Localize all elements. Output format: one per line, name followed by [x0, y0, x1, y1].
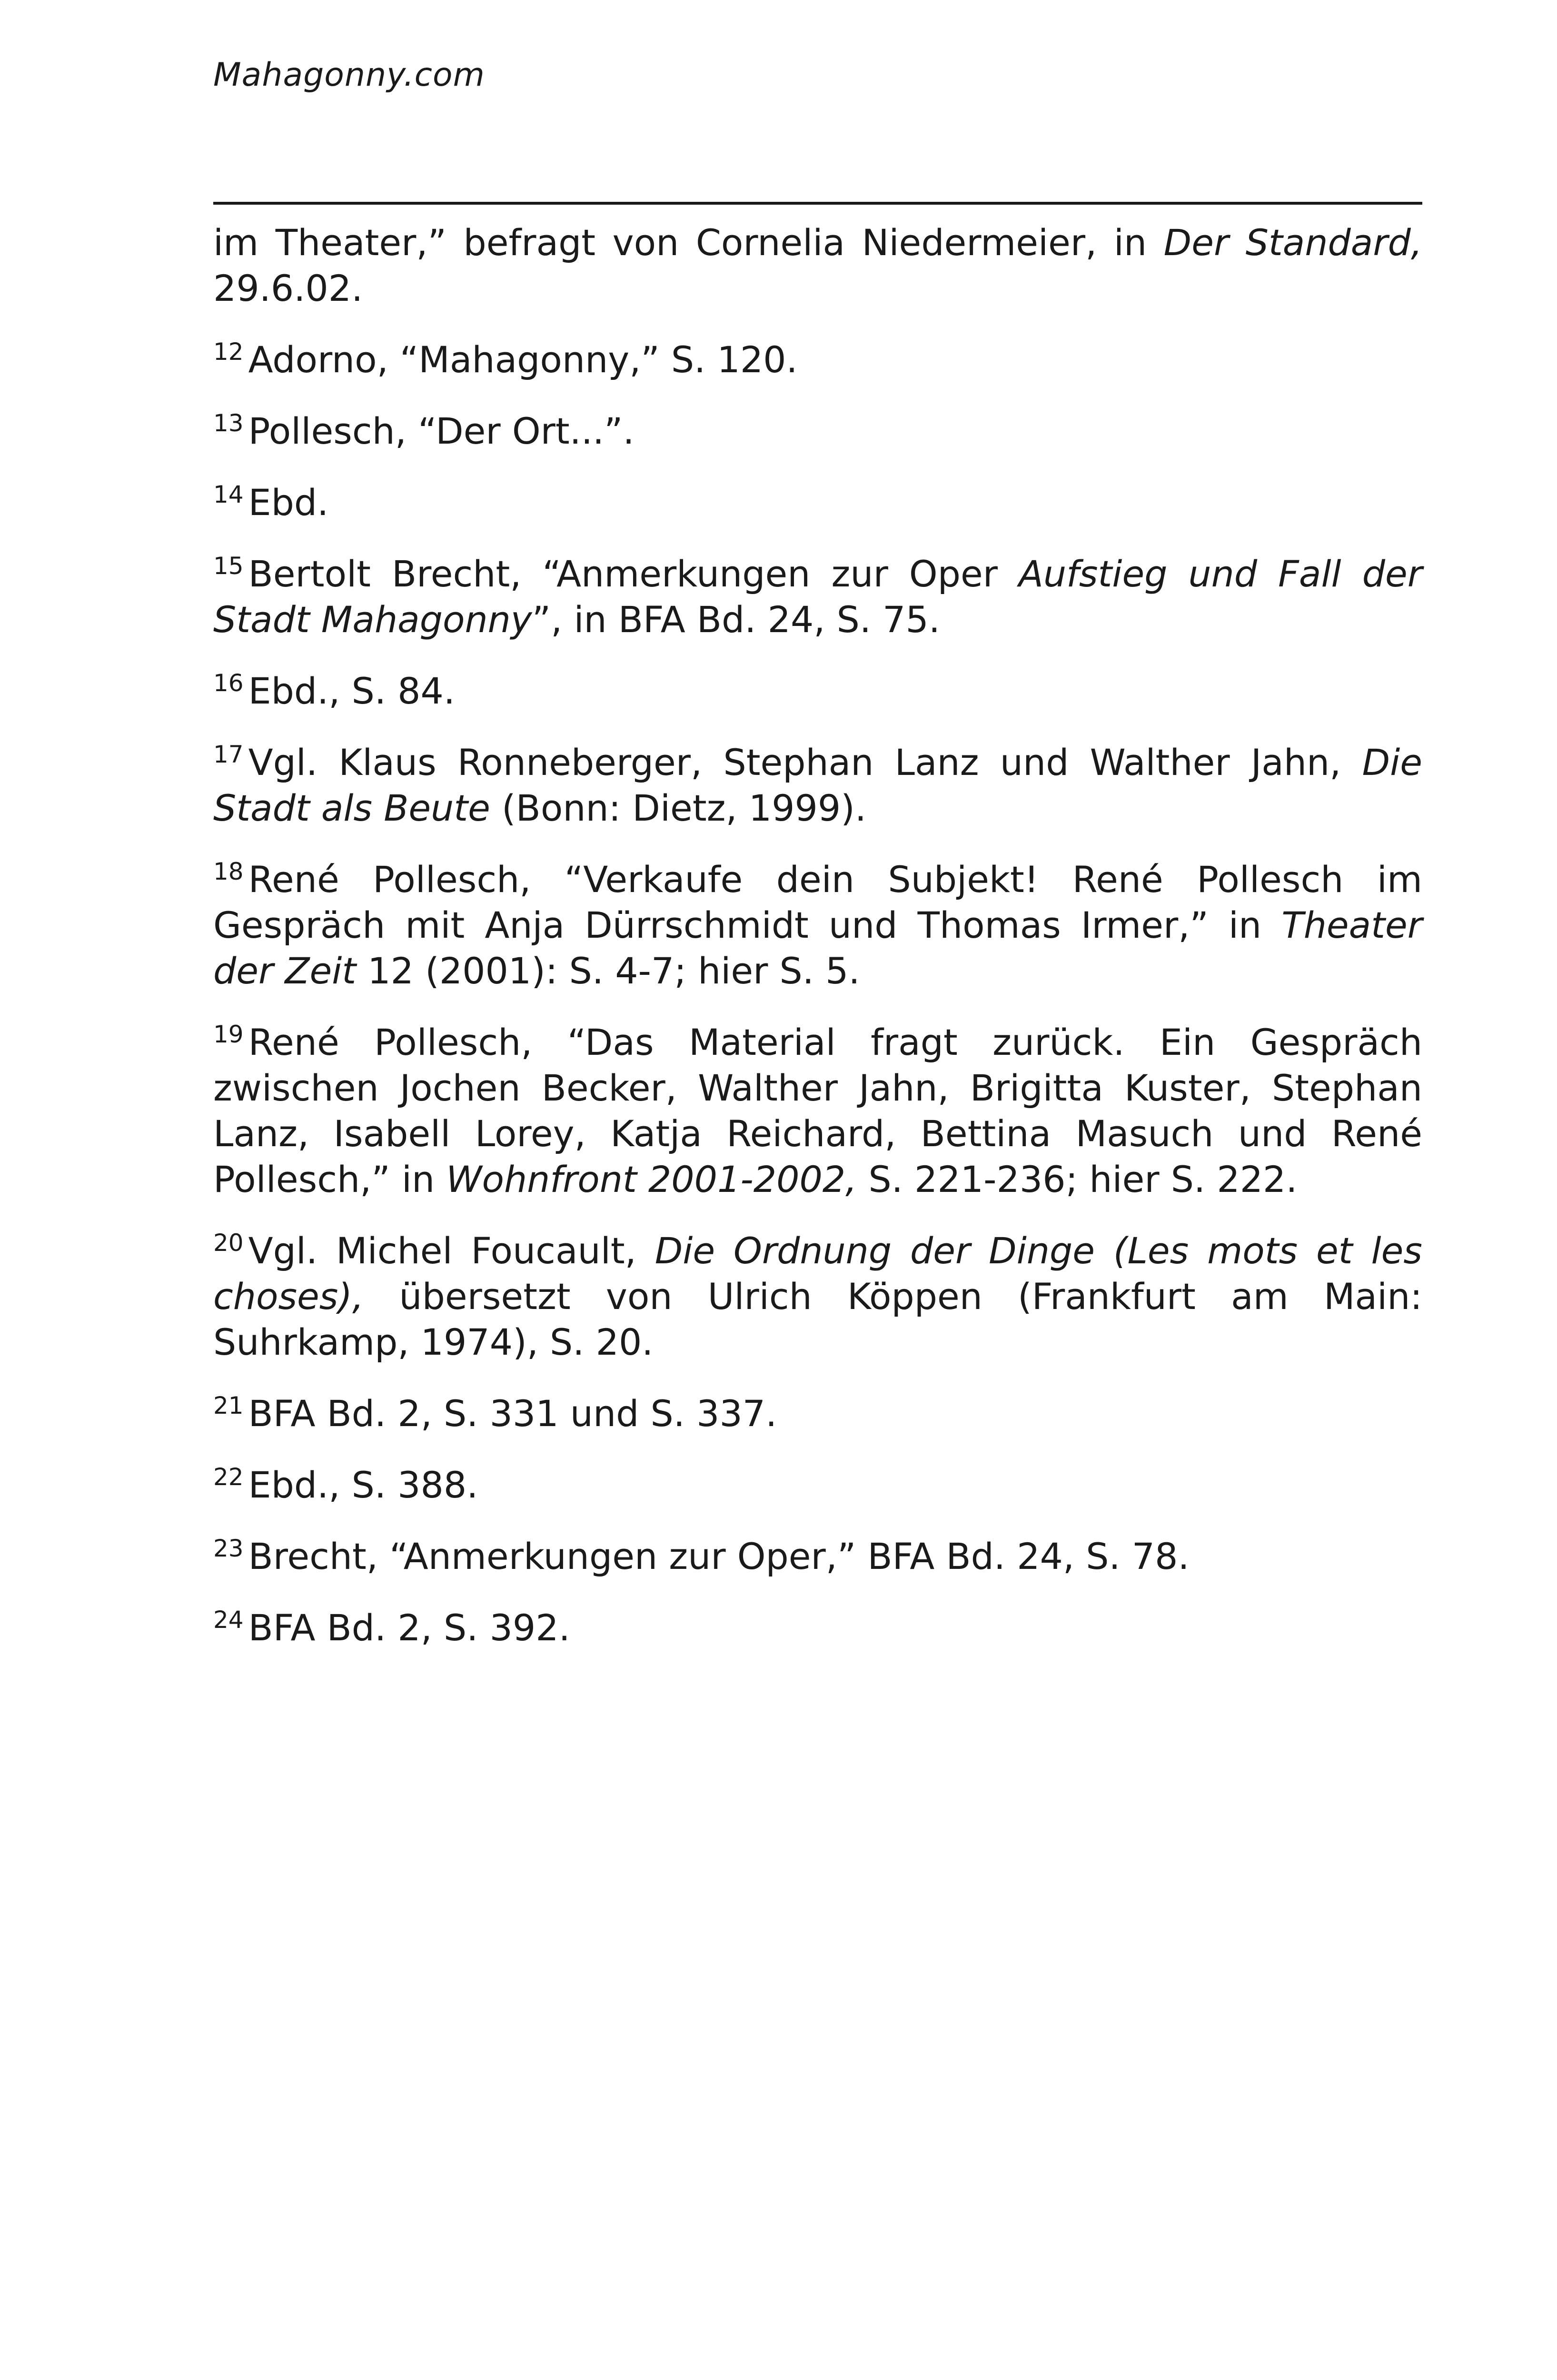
footnote-separator-rule [213, 202, 1422, 205]
footnote-number: 14 [213, 481, 244, 508]
footnote-title-italic: Der Standard, [1163, 221, 1422, 264]
footnote-17 [213, 740, 1422, 831]
footnote-number: 23 [213, 1535, 244, 1562]
footnote-number: 17 [213, 741, 244, 768]
footnote-number: 15 [213, 552, 244, 580]
footnote-number: 24 [213, 1606, 244, 1634]
footnote-number: 13 [213, 409, 244, 437]
footnote-number: 16 [213, 669, 244, 697]
footnote-number: 22 [213, 1463, 244, 1491]
footnote-text: Vgl. Klaus Ronneberger, Stephan Lanz und Walther Jahn, [248, 741, 1362, 783]
footnote-number: 20 [213, 1229, 244, 1257]
footnote-text: Bertolt Brecht, “Anmerkungen zur Oper [248, 553, 1019, 595]
footnote-21 [213, 1391, 1422, 1437]
footnote-text: Pollesch, “Der Ort...”. [248, 410, 635, 452]
footnote-number: 12 [213, 338, 244, 366]
footnote-19 [213, 1020, 1422, 1202]
footnote-text: (Bonn: Dietz, 1999). [490, 787, 867, 829]
footnote-text: Ebd., S. 84. [248, 670, 456, 712]
running-title: Mahagonny.com [213, 56, 485, 94]
footnote-number: 19 [213, 1021, 244, 1048]
footnote-text: 12 (2001): S. 4-7; hier S. 5. [356, 950, 860, 992]
footnote-title-italic: Theater der Zeit [213, 904, 1422, 992]
footnote-text: S. 221-236; hier S. 222. [857, 1158, 1298, 1200]
footnote-24 [213, 1605, 1422, 1651]
footnote-text: BFA Bd. 2, S. 331 und S. 337. [248, 1392, 777, 1435]
footnote-text: 29.6.02. [213, 267, 363, 309]
footnote-14 [213, 480, 1422, 526]
footnote-23 [213, 1534, 1422, 1579]
footnote-text: Vgl. Michel Foucault, [248, 1230, 655, 1272]
footnote-text: ”, in BFA Bd. 24, S. 75. [532, 598, 941, 641]
footnote-text: im Theater,” befragt von Cornelia Niedermeier, in [213, 221, 1164, 264]
footnote-16 [213, 668, 1422, 714]
footnote-text: René Pollesch, “Das Material fragt zurück. Ein Gespräch zwischen Jochen Becker, Walther Jahn, Brigitta Kuster, Stephan Lanz, Isabell Lorey, Katja Reichard, Bettina Masuch und René Pollesch,” in [213, 1021, 1422, 1200]
footnote-text: René Pollesch, “Verkaufe dein Subjekt! René Pollesch im Gespräch mit Anja Dürrschmidt und Thomas Irmer,” in [213, 858, 1422, 946]
footnote-text: übersetzt von Ulrich Köppen (Frankfurt am Main: Suhrkamp, 1974), S. 20. [213, 1275, 1422, 1363]
footnote-22 [213, 1462, 1422, 1508]
footnote-18 [213, 857, 1422, 994]
footnote-text: Ebd., S. 388. [248, 1464, 478, 1506]
footnote-15 [213, 551, 1422, 643]
footnote-continuation [213, 220, 1422, 311]
footnotes-list [213, 220, 1422, 1676]
footnote-title-italic: Die Stadt als Beute [213, 741, 1422, 829]
footnote-text: Brecht, “Anmerkungen zur Oper,” BFA Bd. 24, S. 78. [248, 1535, 1190, 1577]
footnote-title-italic: Aufstieg und Fall der Stadt Mahagonny [213, 553, 1422, 641]
footnote-title-italic: Die Ordnung der Dinge (Les mots et les choses), [213, 1230, 1422, 1318]
footnote-20 [213, 1228, 1422, 1365]
footnote-number: 21 [213, 1392, 244, 1419]
footnote-title-italic: Wohnfront 2001-2002, [446, 1158, 857, 1200]
footnote-12 [213, 337, 1422, 383]
footnote-text: BFA Bd. 2, S. 392. [248, 1606, 570, 1649]
footnote-text: Ebd. [248, 481, 329, 524]
footnote-number: 18 [213, 858, 244, 885]
footnote-text: Adorno, “Mahagonny,” S. 120. [248, 338, 798, 381]
footnote-13 [213, 408, 1422, 454]
